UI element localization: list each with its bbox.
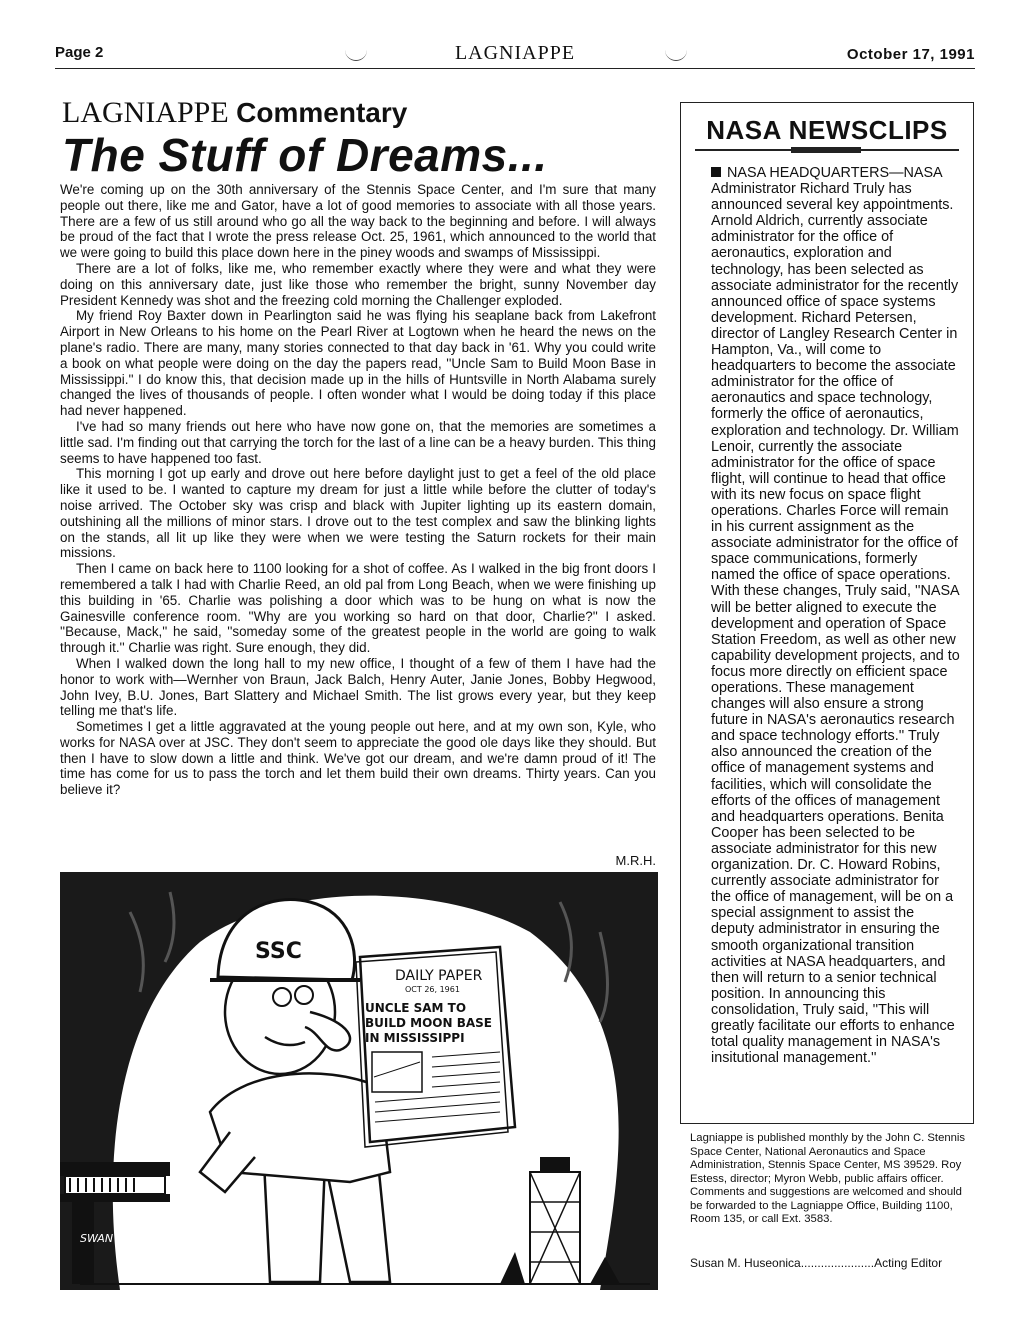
editor-credit: Susan M. Huseonica......................Acting Editor [690, 1256, 943, 1270]
article-body [60, 182, 656, 798]
hat-label: SSC [255, 939, 302, 964]
newsclips-box [680, 102, 974, 1124]
cartoon-illustration [60, 872, 658, 1290]
section-heading [62, 96, 407, 130]
paper-headline-line3: IN MISSISSIPPI [365, 1031, 465, 1045]
cartoon-newspaper [356, 947, 515, 1147]
issue-date: October 17, 1991 [846, 46, 975, 63]
article-headline: The Stuff of Dreams... [62, 129, 548, 181]
newsclips-text: NASA HEADQUARTERS—NASA Administrator Richard Truly has announced several key appointments. Arnold Aldrich, currently associate administrator for the office of aeronautics, exploration and technology, has been selected as associate administrator for the recently announced office of space systems development. Richard Petersen, director of Langley Research Center in Hampton, Va., will come to headquarters to become the associate administrator for the office of aeronautics and space technology, formerly the office of aeronautics, exploration and technology. Dr. William Lenoir, currently the associate administrator for the office of space flight, will continue to head that office with its new focus on space flight operations. Charles Force will remain in his current assignment as the associate administrator for the office of space communications, formerly named the office of space operations. With these changes, Truly said, ''NASA will be better aligned to execute the development and operation of Space Station Freedom, as well as other new capability development projects, and to focus more directly on efficient space operations. These management changes will also ensure a strong future in NASA's aeronautics research and space technology efforts.'' Truly also announced the creation of the office of management systems and facilities, which will consolidate the efforts of the offices of management and headquarters operations. Benita Cooper has been selected to be associate administrator for this new organization. Dr. C. Howard Robins, currently associate administrator for the office of management, will be on a special assignment to assist the deputy administrator in ensuring the smooth organizational transition activities at NASA headquarters, and then will return to a senior technical position. In announcing this consolidation, Truly said, ''This will greatly facilitate our efforts to enhance total quality management in NASA's insitutional management.'' [711, 165, 960, 1067]
artist-signature: SWAN [80, 1232, 114, 1245]
newsclips-title-bar [681, 103, 973, 153]
title-underline-accent [791, 147, 861, 153]
article-paragraph: This morning I got up early and drove out here before daylight just to get a feel of the old place like it used to be. I wanted to capture my dream for just a little while before the clutter of today's noise arrived. The October sky was crisp and black with Jupiter lighting up its eastern domain, outshining all the millions of minor stars. I drove out to the test complex and saw the blinking lights on the stands, all lit up like they were when we were testing the Saturn rockets for their main missions. [60, 466, 656, 561]
page-header [55, 40, 975, 69]
square-bullet-icon [711, 167, 721, 177]
page-number: Page 2 [55, 44, 104, 61]
rocket-test-stand [500, 1157, 620, 1284]
paper-headline-line2: BUILD MOON BASE [365, 1016, 492, 1030]
article-paragraph: Sometimes I get a little aggravated at the young people out here, and at my own son, Kyle, who works for NASA over at JSC. They don't seem to appreciate the good ole days like they should. But then I have to slow down a little and think. We've got our dream, and we're damn proud of it! The time has come for us to pass the torch and let them build their own dreams. Thirty years. Can you believe it? [60, 719, 656, 798]
article-paragraph: We're coming up on the 30th anniversary of the Stennis Space Center, and I'm sure that many people out there, like me and Gator, have a lot of good memories to associate with all those years. There are a few of us still around who go all the way back to the beginning and before. I will always be proud of the fact that I wrote the press release Oct. 25, 1961, which announced to the world that we were going to build this place down here in the piney woods and swamps of Mississippi. [60, 182, 656, 261]
author-initials: M.R.H. [615, 853, 656, 868]
paper-headline-line1: UNCLE SAM TO [365, 1001, 467, 1015]
section-heading-sans: Commentary [236, 97, 408, 128]
section-heading-serif: LAGNIAPPE [62, 96, 229, 129]
paper-name: DAILY PAPER [395, 968, 483, 984]
article-paragraph: I've had so many friends out here who have now gone on, that the memories are sometimes a little sad. I'm finding out that carrying the torch for the last of a line can be a heavy burden. This thing seems to have happened too fast. [60, 418, 656, 466]
article-paragraph: Then I came on back here to 1100 looking for a shot of coffee. As I walked in the big front doors I remembered a talk I had with Charlie Reed, an old pal from Long Beach, when we were finishing up this building in '65. Charlie was polishing a door which was to be hung on what is now the Gainesville conference room. ''Why are you working so hard on that door, Charlie?'' I asked. ''Because, Mack,'' he said, ''someday some of the greatest people in the world are going to walk through it.'' Charlie was right. Sure enough, they did. [60, 561, 656, 656]
article-paragraph: There are a lot of folks, like me, who remember exactly where they were and what they were doing on this anniversary date, just like those who remember the bright, sunny November day President Kennedy was shot and the freezing cold morning the Challenger exploded. [60, 260, 656, 308]
publication-name: LAGNIAPPE [454, 42, 576, 64]
newsclips-title: NASA NEWSCLIPS [706, 115, 948, 145]
article-paragraph: When I walked down the long hall to my new office, I thought of a few of them I have had the honor to work with—Wernher von Braun, Jack Balch, Henry Auter, Janie Jones, Bobby Hegwood, John Ivey, B.U. Jones, Bart Slattery and Michael Smith. The list grows every year, but they keep telling me that's life. [60, 655, 656, 719]
article-paragraph: My friend Roy Baxter down in Pearlington said he was flying his seaplane back from Lakefront Airport in New Orleans to his home on the Pearl River at Logtown when he heard the news on the plane's radio. There are many, many stories connected to that day back in '61. Why you could write a book on what people were doing on the day the papers read, ''Uncle Sam to Build Moon Base in Mississippi.'' I do know this, that decision made up in the hills of Huntsville in North Alabama surely changed the lives of thousands of people. I often wonder what I would be doing today if this place had never happened. [60, 308, 656, 419]
paper-date: OCT 26, 1961 [405, 985, 460, 994]
newsclips-body [711, 165, 961, 1066]
publication-info: Lagniappe is published monthly by the John C. Stennis Space Center, National Aeronautics and Space Administration, Stennis Space Center, MS 39529. Roy Estess, director; Myron Webb, public affairs officer. Comments and suggestions are welcomed and should be forwarded to the Lagniappe Office, Building 1100, Room 135, or call Ext. 3583. [690, 1132, 966, 1225]
